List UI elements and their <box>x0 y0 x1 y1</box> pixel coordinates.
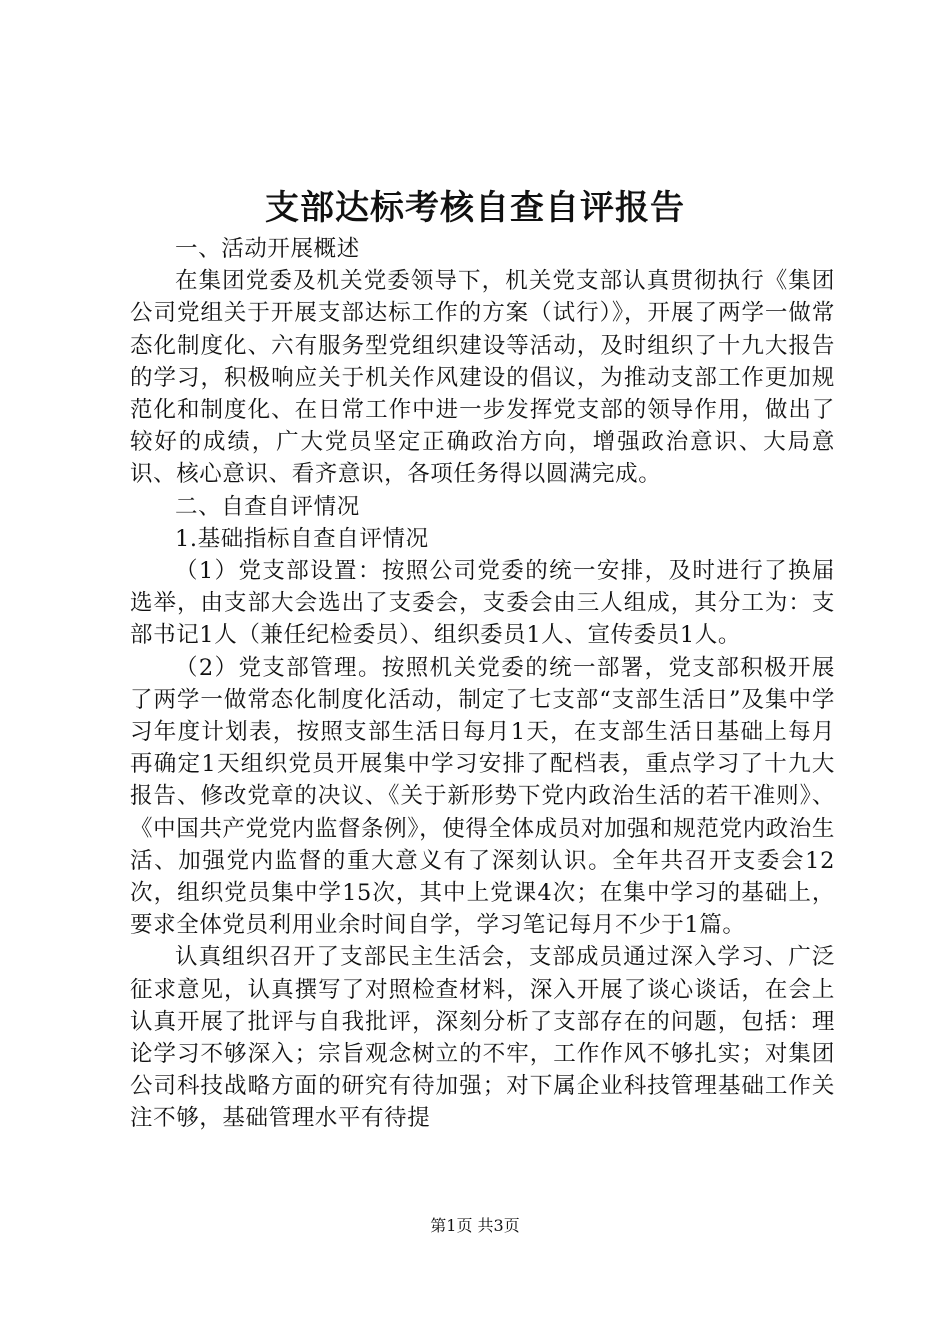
paragraph-branch-management: （2）党支部管理。按照机关党委的统一部署，党支部积极开展了两学一做常态化制度化活动，制定了七支部“支部生活日”及集中学习年度计划表，按照支部生活日每月1天，在支部生活日基础上每月再确定1天组织党员开展集中学习安排了配档表，重点学习了十九大报告、修改党章的决议、《关于新形势下党内政治生活的若干准则》、《中国共产党党内监督条例》，使得全体成员对加强和规范党内政治生活、加强党内监督的重大意义有了深刻认识。全年共召开支委会12次，组织党员集中学15次，其中上党课4次；在集中学习的基础上，要求全体党员利用业余时间自学，学习笔记每月不少于1篇。 <box>130 654 835 939</box>
paragraph-democratic-life-meeting: 认真组织召开了支部民主生活会，支部成员通过深入学习、广泛征求意见，认真撰写了对照检查材料，深入开展了谈心谈话，在会上认真开展了批评与自我批评，深刻分析了支部存在的问题，包括：理论学习不够深入；宗旨观念树立的不牢，工作作风不够扎实；对集团公司科技战略方面的研究有待加强；对下属企业科技管理基础工作关注不够，基础管理水平有待提 <box>130 944 835 1132</box>
section-heading-self-assessment: 二、自查自评情况 <box>175 493 360 520</box>
paragraph-branch-setup: （1）党支部设置：按照公司党委的统一安排，及时进行了换届选举，由支部大会选出了支委会，支委会由三人组成，其分工为：支部书记1人（兼任纪检委员）、组织委员1人、宣传委员1人。 <box>130 558 835 649</box>
page-footer: 第1页 共3页 <box>430 1216 520 1235</box>
section-heading-overview: 一、活动开展概述 <box>175 236 360 262</box>
document-body <box>130 233 835 1135</box>
paragraph-overview: 在集团党委及机关党委领导下，机关党支部认真贯彻执行《集团公司党组关于开展支部达标工作的方案（试行）》，开展了两学一做常态化制度化、六有服务型党组织建设等活动，及时组织了十九大报告的学习，积极响应关于机关作风建设的倡议，为推动支部工作更加规范化和制度化、在日常工作中进一步发挥党支部的领导作用，做出了较好的成绩，广大党员坚定正确政治方向，增强政治意识、大局意识、核心意识、看齐意识，各项任务得以圆满完成。 <box>130 268 835 488</box>
document-title: 支部达标考核自查自评报告 <box>265 188 685 228</box>
subsection-heading-basic-indicators: 1.基础指标自查自评情况 <box>175 525 429 552</box>
